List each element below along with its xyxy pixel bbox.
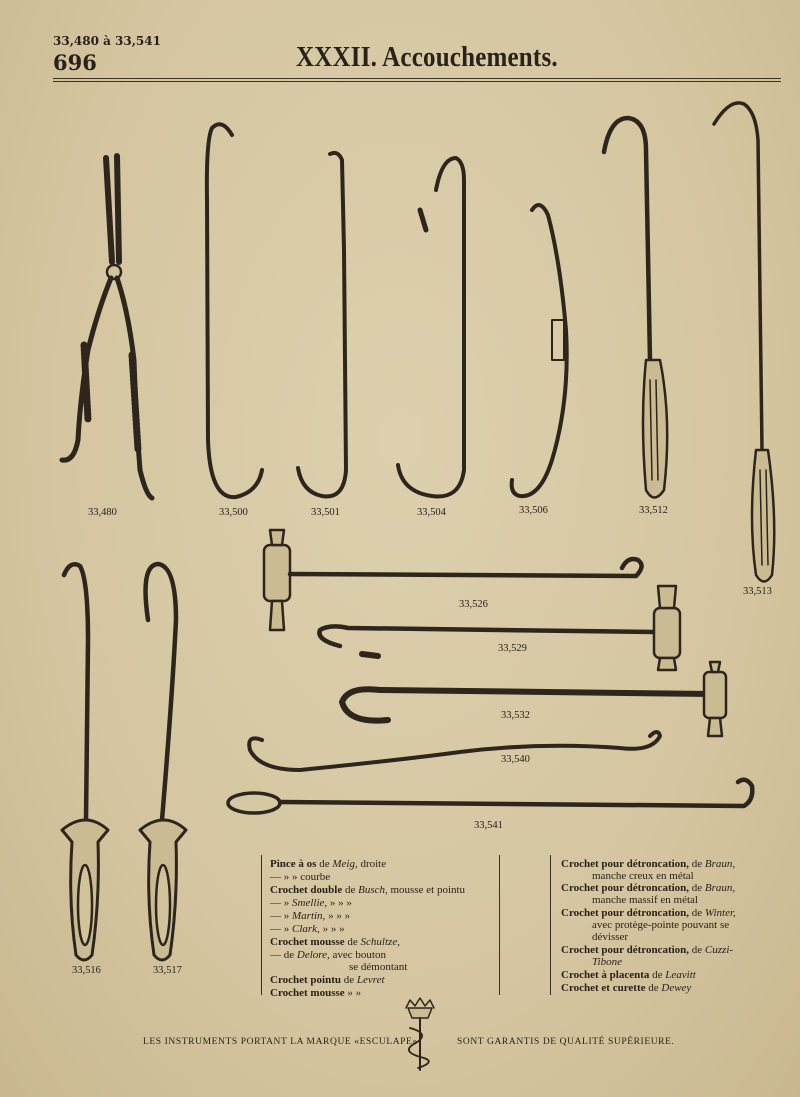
column-divider [550, 855, 551, 995]
hook-and-curette-33541-drawing [228, 780, 752, 813]
item-detail: » » » [325, 910, 351, 922]
blunt-hook-33517-drawing [140, 564, 186, 960]
item-author: Martin, [292, 910, 326, 922]
item-detail: » » » [319, 923, 345, 935]
item-text: — » » courbe [270, 871, 331, 883]
item-text: de [689, 882, 705, 894]
esculape-logo [406, 998, 434, 1070]
item-text: de [689, 858, 705, 870]
catalog-item-description [270, 871, 330, 884]
figure-label: 33,513 [743, 586, 772, 597]
figure-label: 33,516 [72, 965, 101, 976]
item-name: Crochet et curette [561, 982, 646, 994]
figure-label: 33,512 [639, 505, 668, 516]
decapitation-hook-33529-drawing [319, 586, 680, 670]
column-divider [499, 855, 500, 995]
figure-label: 33,526 [459, 599, 488, 610]
item-author: Cuzzi- [704, 944, 734, 956]
item-author: Winter, [704, 907, 736, 919]
item-name: Crochet pointu [270, 974, 341, 986]
page-number: 696 [53, 50, 97, 75]
blunt-hook-33513-drawing [714, 103, 774, 582]
figure-label: 33,540 [501, 754, 530, 765]
catalog-item-description [561, 944, 733, 957]
catalog-item-description [270, 884, 465, 897]
figure-label: 33,517 [153, 965, 182, 976]
column-divider [261, 855, 262, 995]
catalog-item-description [270, 923, 345, 936]
item-author: Meig, [332, 858, 358, 870]
item-name: Crochet mousse [270, 936, 345, 948]
item-detail: droite [357, 858, 387, 870]
item-name: Crochet mousse [270, 987, 345, 999]
item-author: Schultze, [360, 936, 400, 948]
figure-label: 33,506 [519, 505, 548, 516]
footer-left-text: LES INSTRUMENTS PORTANT LA MARQUE «ESCULAPE» [143, 1037, 418, 1047]
double-hook-33501-drawing [298, 153, 346, 497]
item-detail: avec bouton [329, 949, 386, 961]
item-text: » » [344, 987, 362, 999]
item-author: Smellie, [292, 897, 328, 909]
item-author: Delore, [296, 949, 330, 961]
item-name: Crochet pour détroncation, [561, 858, 690, 870]
catalog-item-detail: dévisser [592, 931, 629, 943]
footer-right-text: SONT GARANTIS DE QUALITÉ SUPÉRIEURE. [457, 1037, 675, 1047]
item-text: — » [270, 897, 292, 909]
figure-label: 33,532 [501, 710, 530, 721]
item-text: de [649, 969, 666, 981]
decapitation-hook-33526-drawing [264, 530, 642, 630]
catalog-item-detail: Tibone [592, 956, 622, 968]
item-text: de [344, 936, 361, 948]
figure-label: 33,529 [498, 643, 527, 654]
item-text: de [689, 907, 705, 919]
item-author: Braun, [704, 882, 736, 894]
catalog-item-description [270, 910, 350, 923]
catalog-item-description [270, 858, 386, 871]
item-author: Busch, [358, 884, 388, 896]
catalog-item-description [270, 936, 400, 949]
catalog-item-description [270, 897, 352, 910]
figure-label: 33,480 [88, 507, 117, 518]
item-name: Crochet à placenta [561, 969, 650, 981]
item-author: Braun, [704, 858, 736, 870]
item-text: de [341, 974, 357, 986]
figure-label: 33,501 [311, 507, 340, 518]
double-hook-33506-drawing [512, 205, 567, 496]
item-name: Crochet double [270, 884, 343, 896]
catalog-item-detail: manche creux en métal [592, 870, 694, 882]
item-text: de [342, 884, 359, 896]
catalog-item-description [561, 969, 696, 982]
item-text: — de [270, 949, 297, 961]
figure-label: 33,541 [474, 820, 503, 831]
item-name: Crochet pour détroncation, [561, 944, 690, 956]
item-name: Crochet pour détroncation, [561, 882, 690, 894]
item-text: de [645, 982, 662, 994]
figure-label: 33,500 [219, 507, 248, 518]
catalog-item-description [270, 987, 361, 1000]
catalog-item-description [349, 961, 407, 974]
pointed-hook-33516-drawing [62, 564, 108, 960]
item-detail: » » » [327, 897, 352, 909]
figure-label: 33,504 [417, 507, 446, 518]
item-author: Levret [356, 974, 385, 986]
item-text: de [689, 944, 705, 956]
bone-forceps-33480-drawing [62, 156, 152, 498]
double-hook-33500-drawing [207, 124, 262, 497]
catalog-item-description [270, 974, 385, 987]
item-text: — » [270, 923, 292, 935]
item-text: de [316, 858, 333, 870]
item-author: Clark, [292, 923, 320, 935]
item-author: Leavitt [665, 969, 696, 981]
catalog-item-detail: avec protège-pointe pouvant se [592, 919, 730, 931]
item-author: Dewey [661, 982, 692, 994]
page-title: XXXII. Accouchements. [296, 42, 558, 74]
placenta-hook-33540-drawing [249, 732, 660, 770]
double-hook-33504-drawing [398, 158, 464, 496]
item-name: Crochet pour détroncation, [561, 907, 690, 919]
catalog-number-range: 33,480 à 33,541 [53, 34, 161, 48]
item-text: — » [270, 910, 292, 922]
catalog-item-detail: manche massif en métal [592, 894, 698, 906]
item-name: Pince à os [270, 858, 317, 870]
decapitation-hook-33532-drawing [342, 662, 726, 736]
item-text: se démontant [349, 961, 408, 973]
blunt-hook-33512-drawing [604, 118, 667, 498]
catalog-item-description [561, 982, 691, 995]
item-detail: mousse et pointu [387, 884, 466, 896]
